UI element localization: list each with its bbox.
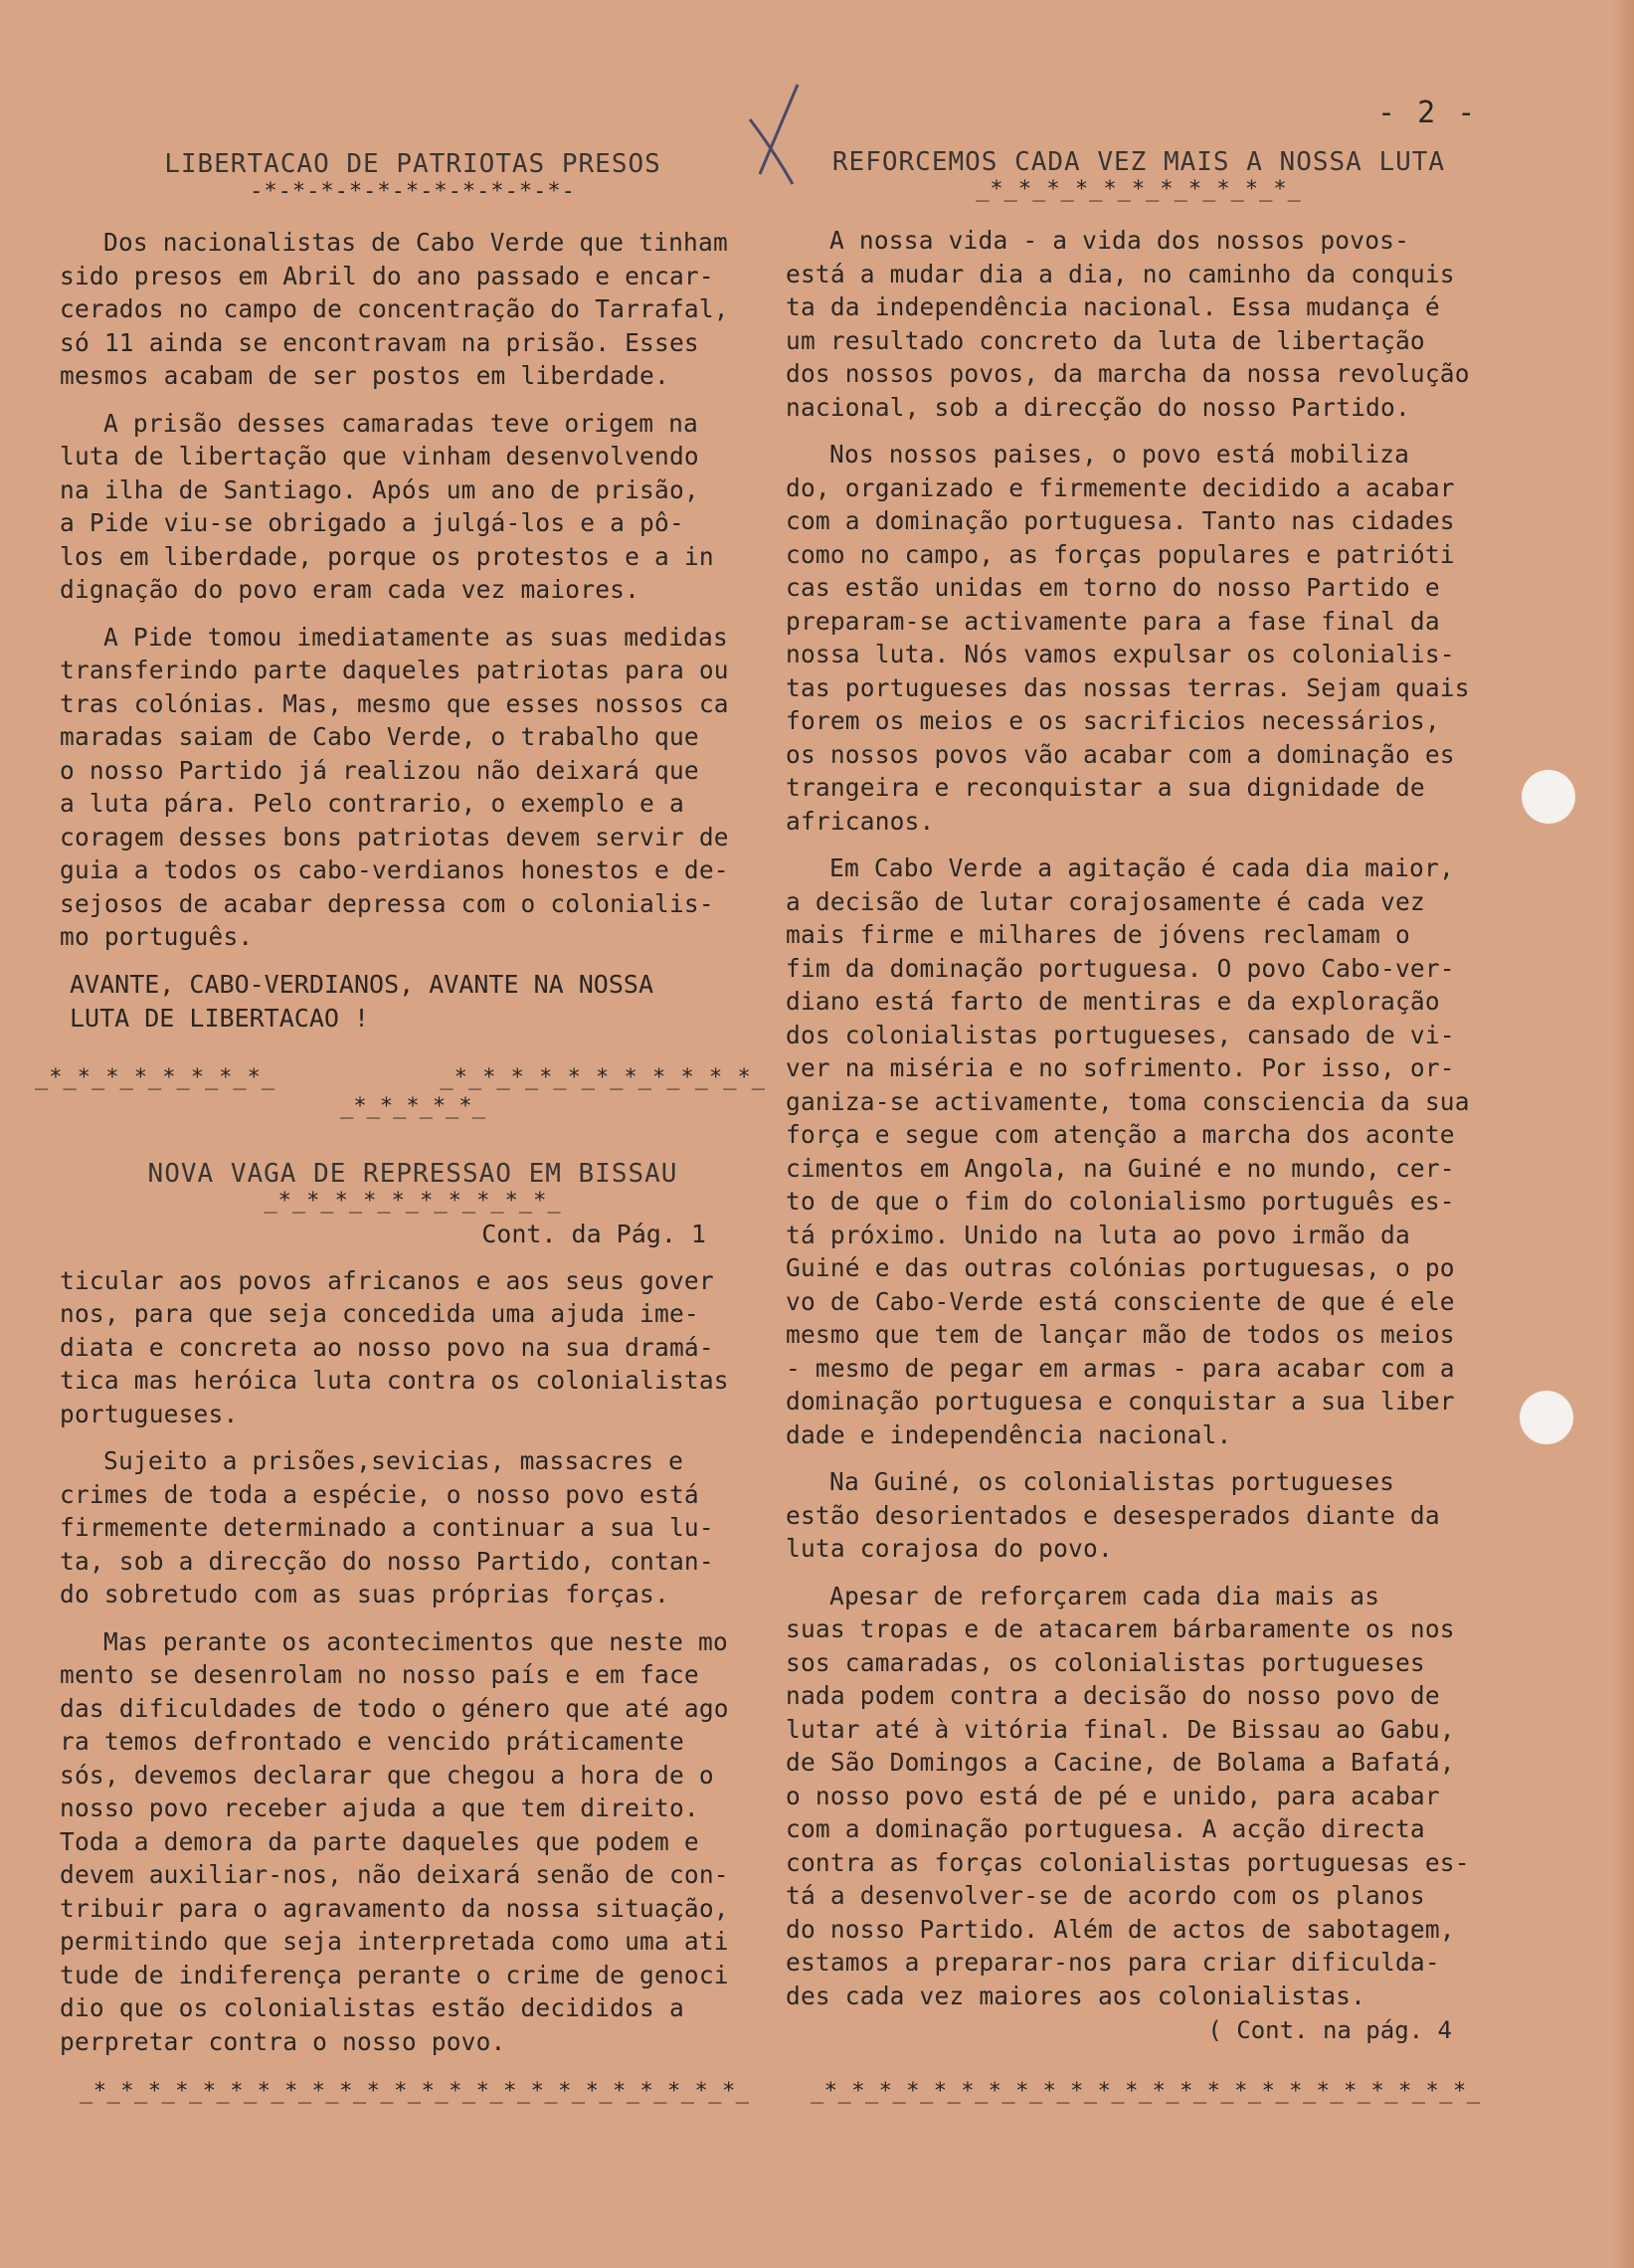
paragraph: A Pide tomou imediatamente as suas medidas transferindo parte daqueles patriotas para ou tras colónias. Mas, mesmo que esses nossos ca maradas saiam de Cabo Verde, o trabalho que o nosso Partido já realizou não deixará que a luta pára. Pelo contrario, o exemplo e a coragem desses bons patriotas devem servir de guia a todos os cabo-verdianos honestos e de- sejosos de acabar depressa com o colonialis- mo português. [60,622,729,951]
separator: _*_*_*_*_*_*_*_*_ [35,1064,276,1090]
separator: _*_*_*_*_*_ [340,1093,485,1119]
separator: _*_*_*_*_*_*_*_*_*_*_*_ [440,1064,766,1090]
paragraph: Mas perante os acontecimentos que neste mo mento se desenrolam no nosso país e em face das dificuldades de todo o género que até ago ra temos defrontado e vencido práticamente sós, devemos declarar que chegou a hora de o nosso povo receber ajuda a que tem direito. Toda a demora da parte daqueles que podem e devem auxiliar-nos, não deixará senão de con- tribuir para o agravamento da nossa situação, permitindo que seja interpretada como uma ati tude de indiferença perante o crime de genoci dio que os colonialistas estão decididos a perpretar contra o nosso povo. [60,1626,729,2056]
bottom-separator: _*_*_*_*_*_*_*_*_*_*_*_*_*_*_*_*_*_*_*_*_*_*_*_*_ [80,2079,750,2104]
separator-row [35,1064,766,1090]
title-underline: _*_*_*_*_*_*_*_*_*_*_*_ [976,177,1302,202]
paper-edge [1612,0,1634,2268]
punch-hole [1520,1391,1573,1444]
paragraph: Dos nacionalistas de Cabo Verde que tinham sido presos em Abril do ano passado e encar- cerados no campo de concentração do Tarrafal, só 11 ainda se encontravam na prisão. Esses mesmos acabam de ser postos em liberdade. [60,228,729,390]
title-underline: _*_*_*_*_*_*_*_*_*_*_ [264,1188,562,1214]
page-number: - 2 - [1377,95,1478,130]
paragraph: Nos nossos paises, o povo está mobiliza do, organizado e firmemente decidido a acabar com a dominação portuguesa. Tanto nas cidades como no campo, as forças populares e patrióti cas estão unidas em torno do nosso Partido e preparam-se activamente para a fase final da nossa luta. Nós vamos expulsar os colonialis- tas portugueses das nossas terras. Sejam quais forem os meios e os sacrificios necessários, os nossos povos vão acabar com a dominação es trangeira e reconquistar a sua dignidade de africanos. [786,440,1470,836]
punch-hole [1522,770,1575,824]
title-underline: -*-*-*-*-*-*-*-*-*-*-*- [250,179,576,204]
paragraph: Sujeito a prisões,sevicias, massacres e crimes de toda a espécie, o nosso povo está firmemente determinado a continuar a sua lu- ta, sob a direcção do nosso Partido, contan- do sobretudo com as suas próprias forças. [60,1446,714,1608]
paragraph: Na Guiné, os colonialistas portugueses estão desorientados e desesperados diante da luta corajosa do povo. [786,1467,1440,1563]
article-title: REFORCEMOS CADA VEZ MAIS A NOSSA LUTA [831,147,1446,177]
right-column [786,147,1492,2044]
article-title: NOVA VAGA DE REPRESSAO EM BISSAU [147,1158,678,1189]
continuation-reference: ( Cont. na pág. 4 [1207,2016,1452,2044]
paragraph: A prisão desses camaradas teve origem na luta de libertação que vinham desenvolvendo na ilha de Santiago. Após um ano de prisão, a Pide viu-se obrigado a julgá-los e a pô- los em liberdade, porque os protestos e a in dignação do povo eram cada vez maiores. [60,408,714,604]
slogan: AVANTE, CABO-VERDIANOS, AVANTE NA NOSSA LUTA DE LIBERTACAO ! [70,969,653,1033]
paragraph: Em Cabo Verde a agitação é cada dia maior, a decisão de lutar corajosamente é cada vez mais firme e milhares de jóvens reclamam o fim da dominação portuguesa. O povo Cabo-ver- diano está farto de mentiras e da exploração dos colonialistas portugueses, cansado de vi- ver na miséria e no sofrimento. Por isso, or- ganiza-se activamente, toma consciencia da sua força e segue com atenção a marcha dos aconte cimentos em Angola, na Guiné e no mundo, cer- to de que o fim do colonialismo português es- tá próximo. Unido na luta ao povo irmão da Guiné e das outras colónias portuguesas, o po vo de Cabo-Verde está consciente de que é ele mesmo que tem de lançar mão de todos os meios - mesmo de pegar em armas - para acabar com a dominação portuguesa e conquistar a sua liber dade e independência nacional. [786,853,1470,1449]
article-title: LIBERTACAO DE PATRIOTAS PRESOS [164,149,661,179]
left-column [35,149,766,2072]
paragraph: A nossa vida - a vida dos nossos povos- está a mudar dia a dia, no caminho da conquis ta da independência nacional. Essa mudança é um resultado concreto da luta de libertação dos nossos povos, da marcha da nossa revolução nacional, sob a direcção do nosso Partido. [786,226,1470,422]
paragraph: ticular aos povos africanos e aos seus gover nos, para que seja concedida uma ajuda ime- diata e concreta ao nosso povo na sua dramá- tica mas heróica luta contra os colonialistas portugueses. [60,1265,729,1428]
paragraph: Apesar de reforçarem cada dia mais as suas tropas e de atacarem bárbaramente os nos sos camaradas, os colonialistas portugueses nada podem contra a decisão do nosso povo de lutar até à vitória final. De Bissau ao Gabu, de São Domingos a Cacine, de Bolama a Bafatá, o nosso povo está de pé e unido, para acabar com a dominação portuguesa. A acção directa contra as forças colonialistas portuguesas es- tá a desenvolver-se de acordo com os planos do nosso Partido. Além de actos de sabotagem, estamos a preparar-nos para criar dificulda- des cada vez maiores aos colonialistas. [786,1581,1470,2010]
bottom-separator: _*_*_*_*_*_*_*_*_*_*_*_*_*_*_*_*_*_*_*_*_*_*_*_*_ [811,2079,1481,2104]
continuation-reference: Cont. da Pág. 1 [481,1219,706,1248]
